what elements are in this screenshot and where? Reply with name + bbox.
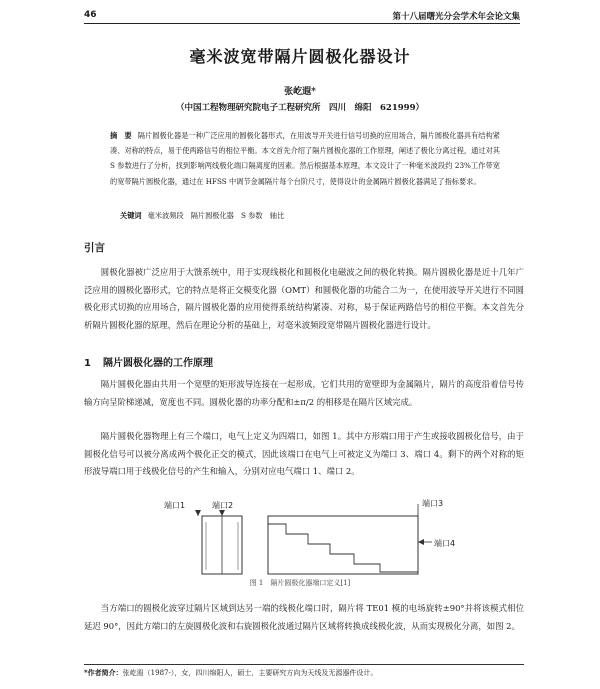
abstract-label: 摘 要 bbox=[110, 131, 132, 140]
port4-label: 端口4 bbox=[434, 539, 456, 548]
running-header bbox=[84, 8, 520, 24]
port2-arrow bbox=[219, 510, 225, 516]
stepped-septum bbox=[268, 524, 418, 572]
figure-1-caption: 图 1 隔片圆极化器端口定义[1] bbox=[249, 579, 351, 587]
intro-paragraph: 圆极化器被广泛应用于大馈系统中，用于实现线极化和圆极化电磁波之间的极化转换。隔片圆极化器是近十几年广泛应用的圆极化器形式，它的特点是将正交模变化器（OMT）和圆极化器的功能合二为一，在使用波导开关进行不同圆极化形式切换的应用场合，隔片圆极化器的应用使得系统结构紧凑、对称，易于保证两路信号的相位平衡。本文首先分析隔片圆极化器的原理，然后在理论分析的基础上，对毫米波频段宽带隔片圆极化器进行设计。 bbox=[84, 267, 524, 330]
section-number: 1 bbox=[84, 358, 91, 369]
keywords-label: 关键词 bbox=[120, 211, 142, 220]
section-1-paragraph-3: 当方端口的圆极化波穿过隔片区域到达另一端的线极化端口时，隔片将 TE01 模的电场旋转±90°并将该模式相位延迟 90°，因此方端口的左旋圆极化波和右旋圆极化波通过隔片区域将转换成线极化波，从而实现极化分离，如图 2。 bbox=[84, 603, 524, 631]
conference-name: 第十八届曙光分会学术年会论文集 bbox=[392, 12, 520, 22]
section-1-heading bbox=[84, 354, 213, 369]
port1-label: 端口1 bbox=[164, 501, 186, 510]
port3-label: 端口3 bbox=[422, 499, 444, 508]
port2-label: 端口2 bbox=[212, 501, 234, 510]
keywords-text: 毫米波频段 隔片圆极化器 S 参数 轴比 bbox=[147, 211, 285, 220]
section-title: 隔片圆极化器的工作原理 bbox=[102, 358, 213, 369]
author-name: 张屹遐* bbox=[284, 87, 316, 97]
port4-arrow bbox=[418, 539, 424, 545]
abstract bbox=[110, 128, 500, 189]
intro-heading: 引言 bbox=[84, 242, 105, 254]
footnote-rule bbox=[84, 664, 524, 665]
footnote-text: 张屹遐（1987-），女，四川绵阳人，硕士，主要研究方向为天线及无源器件设计。 bbox=[122, 669, 378, 677]
page-number: 46 bbox=[84, 10, 97, 20]
abstract-text: 隔片圆极化器是一种广泛应用的圆极化器形式，在用波导开关进行信号切换的应用场合，隔片圆极化器具有结构紧凑、对称的特点，易于使两路信号的相位平衡。本文首先介绍了隔片圆极化器的工作原理，阐述了极化分离过程，通过对其 S 参数进行了分析，找到影响两线极化端口隔离度的因素。然后根据基本原理，本文设计了一种毫米波段约 23%工作带宽的宽带隔片圆极化器，通过在 HFSS 中调节金属隔片每个台阶尺寸，使得设计的金属隔片圆极化器满足了指标要求。 bbox=[110, 131, 500, 186]
port1-arrow bbox=[195, 510, 201, 516]
author-affiliation: （中国工程物理研究院电子工程研究所 四川 绵阳 621999） bbox=[176, 103, 424, 113]
section-1-paragraph-1: 隔片圆极化器由共用一个宽壁的矩形波导连接在一起形成，它们共用的宽壁即为金属隔片，隔片的高度沿着信号传输方向呈阶梯递减，宽度也不同。圆极化器的功率分配和±π/2 的相移是在隔片区域完成。 bbox=[84, 379, 524, 407]
septum-top-body bbox=[268, 516, 418, 574]
paper-title: 毫米波宽带隔片圆极化器设计 bbox=[189, 47, 411, 66]
footnote-label: *作者简介： bbox=[84, 668, 123, 677]
keywords bbox=[120, 211, 284, 221]
author-footnote bbox=[84, 668, 524, 678]
section-1-paragraph-2: 隔片圆极化器物理上有三个端口，电气上定义为四端口，如图 1。其中方形端口用于产生或接收圆极化信号，由于圆极化信号可以被分离成两个极化正交的模式，因此该端口在电气上可被定义为端口 3、端口 4。剩下的两个对称的矩形波导端口用于线极化信号的产生和输入，分别对应电气端口 1、端口 2。 bbox=[84, 431, 524, 477]
